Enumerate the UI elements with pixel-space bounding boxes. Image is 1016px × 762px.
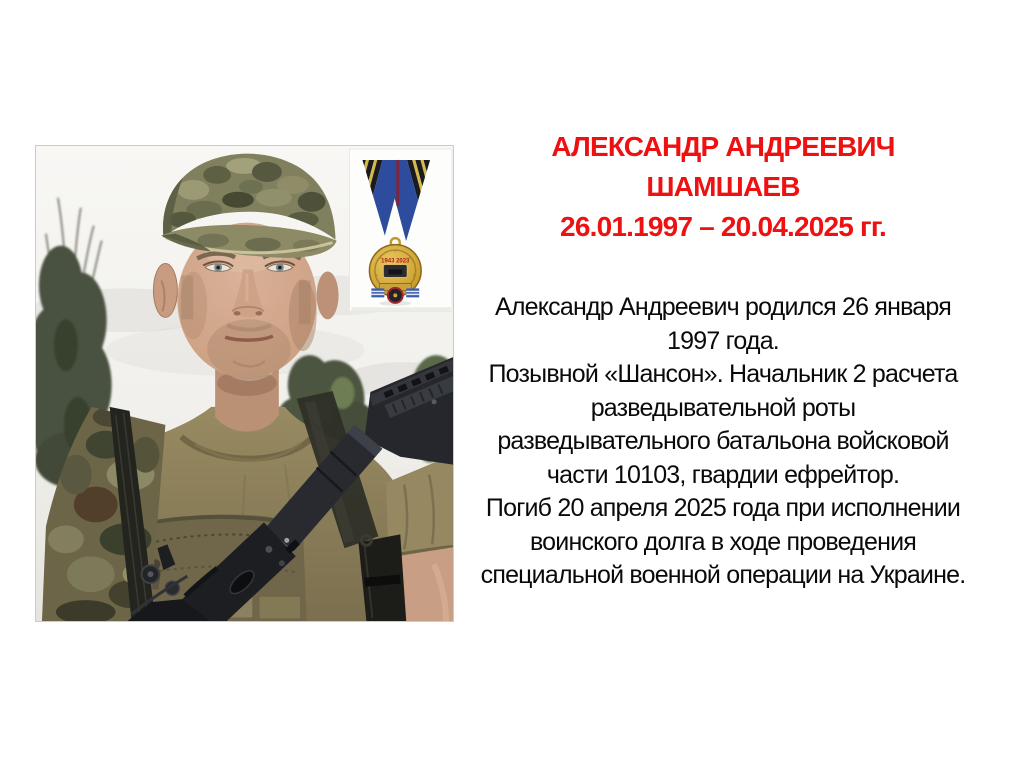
name-line-2: ШАМШАЕВ [646, 171, 800, 202]
bio-line: воинского долга в ходе проведения [529, 527, 916, 556]
hanging-sling [358, 534, 406, 621]
left-ear [153, 264, 177, 318]
bio-line: специальной военной операции на Украине. [480, 561, 966, 589]
medal-inscription: 1943 2023 [381, 258, 410, 265]
bio-line: Погиб 20 апреля 2025 года при исполнении [485, 494, 961, 522]
name-line-1: АЛЕКСАНДР АНДРЕЕВИЧ [551, 131, 895, 162]
life-dates: 26.01.1997 – 20.04.2025 гг. [560, 211, 886, 242]
bio-line: 1997 года. [667, 326, 779, 355]
medal-disc [369, 245, 421, 306]
memorial-title [478, 127, 968, 247]
right-ear [317, 271, 339, 319]
biography-text [478, 291, 968, 593]
soldier-portrait-photo [35, 145, 454, 622]
bio-line: Александр Андреевич родился 26 января [495, 293, 951, 321]
bio-line: разведывательной роты [590, 393, 856, 422]
bio-line: части 10103, гвардии ефрейтор. [546, 460, 900, 489]
portrait-illustration [36, 146, 453, 621]
bio-line: разведывательного батальона войсковой [497, 427, 949, 455]
bio-line: Позывной «Шансон». Начальник 2 расчета [488, 360, 958, 388]
